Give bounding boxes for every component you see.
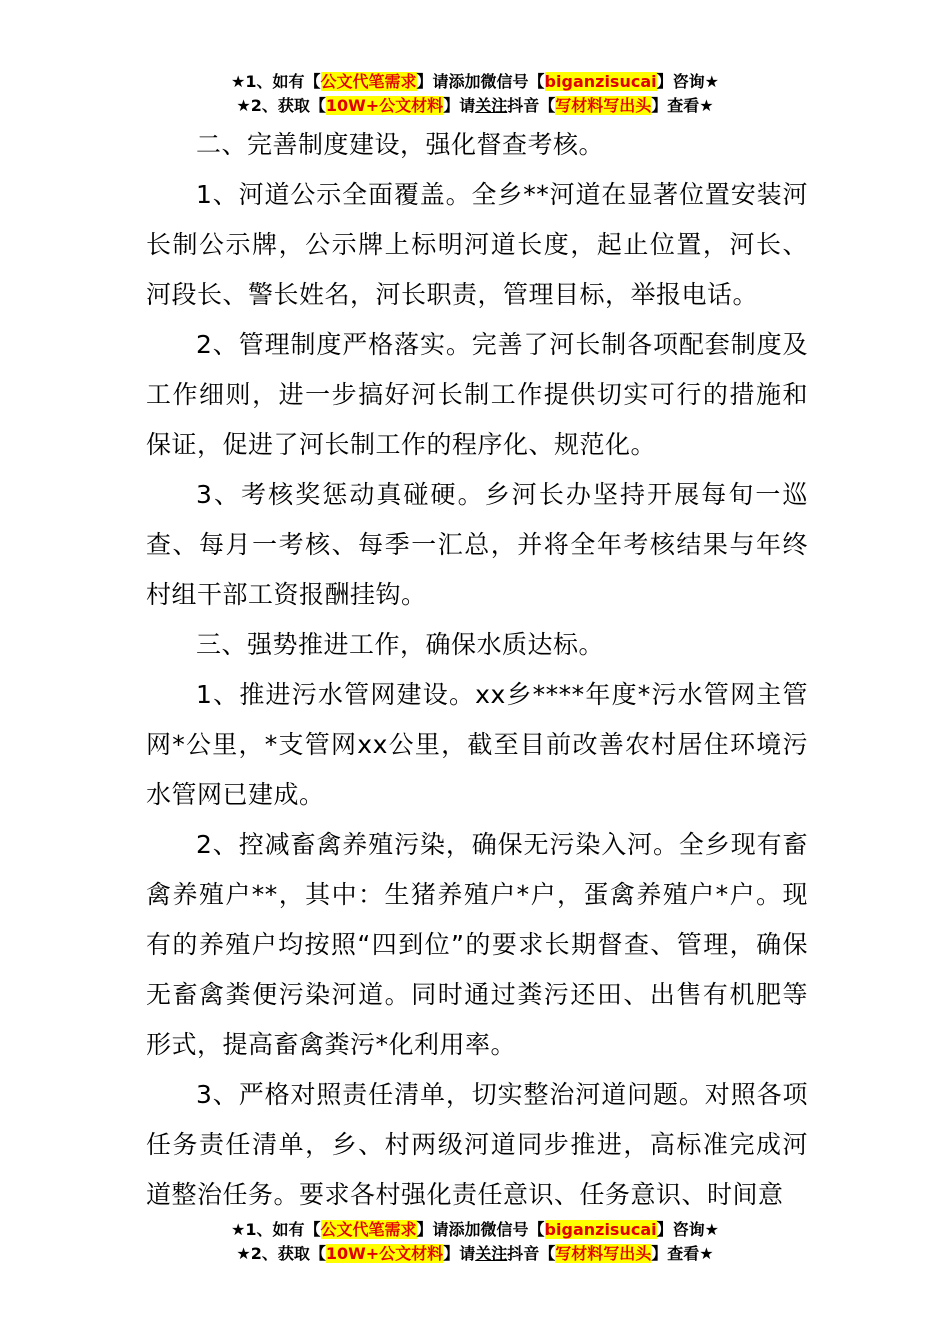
banner-text: ★1、如有【 [231,1220,321,1239]
banner-text: 】请添加微信号【 [416,72,545,91]
banner-text: 】请 [443,96,476,115]
banner-highlight: 写材料写出头 [555,1244,652,1263]
banner-line-2 [0,94,950,118]
banner-text: 】查看★ [651,1244,714,1263]
paragraph: 3、考核奖惩动真碰硬。乡河长办坚持开展每旬一巡查、每月一考核、每季一汇总，并将全年考核结果与年终村组干部工资报酬挂钩。 [146,480,808,609]
paragraph: 二、完善制度建设，强化督查考核。 [196,130,605,159]
banner-text: 】请 [443,1244,476,1263]
banner-text: ★1、如有【 [231,72,321,91]
banner-text: 】查看★ [651,96,714,115]
banner-highlight: biganzisucai [544,72,657,91]
banner-underlined: 关注 [475,1244,508,1263]
paragraph: 三、强势推进工作，确保水质达标。 [196,630,605,659]
banner-highlight: 10W+公文材料 [325,1244,444,1263]
banner-text: 抖音【 [507,96,556,115]
banner-text: 】请添加微信号【 [416,1220,545,1239]
banner-highlight: 写材料写出头 [555,96,652,115]
document-body [146,120,808,1220]
banner-highlight: 10W+公文材料 [325,96,444,115]
header-banner [0,70,950,118]
paragraph: 3、严格对照责任清单，切实整治河道问题。对照各项任务责任清单，乡、村两级河道同步推进，高标准完成河道整治任务。要求各村强化责任意识、任务意识、时间意 [146,1080,808,1209]
banner-highlight: biganzisucai [544,1220,657,1239]
paragraph: 2、控减畜禽养殖污染，确保无污染入河。全乡现有畜禽养殖户**，其中：生猪养殖户*户，蛋禽养殖户*户。现有的养殖户均按照“四到位”的要求长期督查、管理，确保无畜禽粪便污染河道。同时通过粪污还田、出售有机肥等形式，提高畜禽粪污*化利用率。 [146,830,808,1059]
paragraph: 2、管理制度严格落实。完善了河长制各项配套制度及工作细则，进一步搞好河长制工作提供切实可行的措施和保证，促进了河长制工作的程序化、规范化。 [146,330,808,459]
banner-text: ★2、获取【 [236,96,326,115]
banner-text: 】咨询★ [656,1220,719,1239]
banner-line-2 [0,1242,950,1266]
banner-text: ★2、获取【 [236,1244,326,1263]
banner-underlined: 关注 [475,96,508,115]
banner-highlight: 公文代笔需求 [320,1220,417,1239]
banner-highlight: 公文代笔需求 [320,72,417,91]
banner-text: 】咨询★ [656,72,719,91]
paragraph: 1、推进污水管网建设。xx乡****年度*污水管网主管网*公里，*支管网xx公里，截至目前改善农村居住环境污水管网已建成。 [146,680,808,809]
banner-line-1 [0,70,950,94]
footer-banner [0,1218,950,1266]
banner-text: 抖音【 [507,1244,556,1263]
paragraph: 1、河道公示全面覆盖。全乡**河道在显著位置安装河长制公示牌，公示牌上标明河道长度，起止位置，河长、河段长、警长姓名，河长职责，管理目标，举报电话。 [146,180,808,309]
banner-line-1 [0,1218,950,1242]
